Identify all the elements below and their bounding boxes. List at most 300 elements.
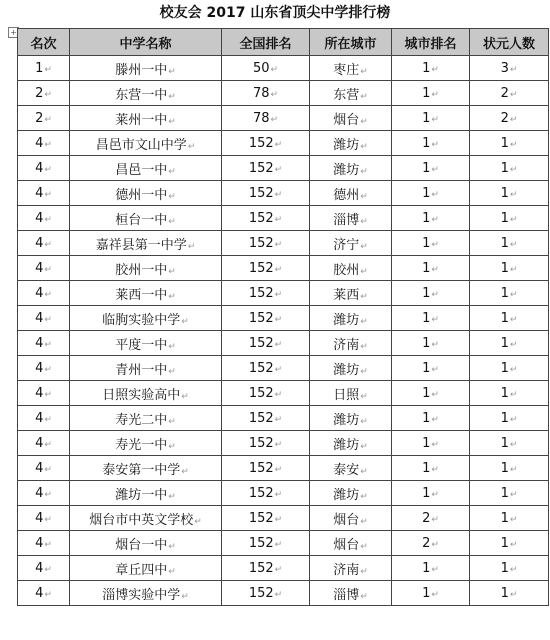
cell-text: 日照 [333, 387, 360, 403]
cell-text: 2 [35, 85, 44, 101]
paragraph-mark-icon: ↵ [360, 491, 368, 502]
table-row [18, 406, 549, 431]
paragraph-mark-icon: ↵ [168, 491, 176, 502]
paragraph-mark-icon: ↵ [270, 64, 279, 75]
paragraph-mark-icon: ↵ [360, 566, 368, 577]
cell-school-name [70, 56, 222, 81]
paragraph-mark-icon: ↵ [360, 166, 368, 177]
cell-city [310, 331, 392, 356]
cell-text: 济南 [333, 337, 360, 353]
paragraph-mark-icon: ↵ [360, 266, 368, 277]
paragraph-mark-icon: ↵ [168, 366, 176, 377]
paragraph-mark-icon: ↵ [509, 564, 518, 575]
paragraph-mark-icon: ↵ [44, 489, 52, 500]
paragraph-mark-icon: ↵ [431, 289, 439, 300]
cell-text: 152 [248, 310, 274, 326]
cell-rank [18, 556, 70, 581]
paragraph-mark-icon: ↵ [274, 314, 283, 325]
paragraph-mark-icon: ↵ [509, 339, 518, 350]
paragraph-mark-icon: ↵ [274, 464, 283, 475]
paragraph-mark-icon: ↵ [360, 66, 368, 77]
cell-city [310, 581, 392, 606]
col-header-top-scorers: 状元人数 [470, 29, 549, 56]
cell-text: 3 [500, 60, 509, 76]
cell-text: 1 [35, 60, 44, 76]
cell-text: 1 [500, 285, 509, 301]
cell-text: 152 [248, 510, 274, 526]
cell-text: 152 [248, 410, 274, 426]
cell-text: 1 [500, 360, 509, 376]
paragraph-mark-icon: ↵ [274, 289, 283, 300]
cell-text: 4 [35, 160, 44, 176]
paragraph-mark-icon: ↵ [168, 216, 176, 227]
paragraph-mark-icon: ↵ [274, 239, 283, 250]
cell-text: 泰安第一中学 [102, 462, 181, 478]
cell-city-rank [392, 131, 470, 156]
cell-national-rank [222, 106, 310, 131]
cell-text: 淄博实验中学 [102, 587, 181, 603]
cell-text: 昌邑市文山中学 [95, 137, 187, 153]
page-title: 校友会 2017 山东省顶尖中学排行榜 [159, 5, 391, 21]
cell-text: 152 [248, 435, 274, 451]
cell-rank [18, 531, 70, 556]
paragraph-mark-icon: ↵ [168, 91, 176, 102]
cell-city-rank [392, 531, 470, 556]
paragraph-mark-icon: ↵ [360, 366, 368, 377]
paragraph-mark-icon: ↵ [44, 164, 52, 175]
cell-text: 青州一中 [115, 362, 168, 378]
cell-city [310, 156, 392, 181]
paragraph-mark-icon: ↵ [509, 214, 518, 225]
cell-text: 莱西一中 [115, 287, 168, 303]
cell-school-name [70, 381, 222, 406]
cell-national-rank [222, 306, 310, 331]
cell-text: 4 [35, 285, 44, 301]
cell-text: 4 [35, 510, 44, 526]
cell-text: 1 [500, 535, 509, 551]
paragraph-mark-icon: ↵ [44, 139, 52, 150]
cell-text: 1 [500, 135, 509, 151]
paragraph-mark-icon: ↵ [168, 566, 176, 577]
paragraph-mark-icon: ↵ [187, 141, 196, 152]
paragraph-mark-icon: ↵ [360, 291, 368, 302]
cell-text: 潍坊 [333, 362, 360, 378]
cell-rank [18, 181, 70, 206]
paragraph-mark-icon: ↵ [360, 316, 368, 327]
cell-text: 东营一中 [115, 87, 168, 103]
cell-text: 济宁 [333, 237, 360, 253]
cell-text: 桓台一中 [115, 212, 168, 228]
cell-city [310, 556, 392, 581]
cell-city-rank [392, 256, 470, 281]
cell-text: 2 [500, 85, 509, 101]
paragraph-mark-icon: ↵ [44, 514, 52, 525]
cell-city-rank [392, 181, 470, 206]
cell-city-rank [392, 481, 470, 506]
paragraph-mark-icon: ↵ [431, 114, 439, 125]
paragraph-mark-icon: ↵ [360, 141, 368, 152]
cell-city [310, 531, 392, 556]
table-row [18, 356, 549, 381]
paragraph-mark-icon: ↵ [509, 189, 518, 200]
paragraph-mark-icon: ↵ [168, 341, 176, 352]
cell-text: 胶州 [333, 262, 360, 278]
cell-text: 1 [422, 160, 431, 176]
paragraph-mark-icon: ↵ [168, 166, 176, 177]
cell-top-scorers [470, 306, 549, 331]
table-row [18, 106, 549, 131]
cell-top-scorers [470, 156, 549, 181]
cell-text: 德州 [333, 187, 360, 203]
cell-top-scorers [470, 56, 549, 81]
cell-national-rank [222, 131, 310, 156]
paragraph-mark-icon: ↵ [274, 439, 283, 450]
table-row [18, 431, 549, 456]
cell-city [310, 106, 392, 131]
paragraph-mark-icon: ↵ [44, 389, 52, 400]
cell-rank [18, 281, 70, 306]
cell-school-name [70, 181, 222, 206]
cell-text: 4 [35, 210, 44, 226]
cell-city-rank [392, 331, 470, 356]
cell-text: 1 [422, 60, 431, 76]
cell-text: 78 [252, 110, 270, 126]
cell-top-scorers [470, 531, 549, 556]
cell-national-rank [222, 331, 310, 356]
cell-city-rank [392, 156, 470, 181]
cell-text: 1 [422, 435, 431, 451]
cell-city [310, 256, 392, 281]
cell-top-scorers [470, 581, 549, 606]
cell-city-rank [392, 406, 470, 431]
cell-text: 152 [248, 460, 274, 476]
cell-text: 1 [422, 235, 431, 251]
cell-text: 德州一中 [115, 187, 168, 203]
paragraph-mark-icon: ↵ [168, 441, 176, 452]
cell-text: 胶州一中 [115, 262, 168, 278]
cell-text: 潍坊 [333, 412, 360, 428]
paragraph-mark-icon: ↵ [181, 316, 189, 327]
cell-school-name [70, 331, 222, 356]
paragraph-mark-icon: ↵ [194, 516, 202, 527]
cell-text: 1 [500, 160, 509, 176]
paragraph-mark-icon: ↵ [44, 464, 52, 475]
cell-city [310, 81, 392, 106]
cell-city [310, 181, 392, 206]
cell-text: 1 [500, 560, 509, 576]
table-row [18, 381, 549, 406]
paragraph-mark-icon: ↵ [431, 414, 439, 425]
paragraph-mark-icon: ↵ [431, 339, 439, 350]
paragraph-mark-icon: ↵ [360, 516, 368, 527]
paragraph-mark-icon: ↵ [509, 364, 518, 375]
table-row [18, 556, 549, 581]
cell-text: 4 [35, 310, 44, 326]
cell-rank [18, 256, 70, 281]
cell-city [310, 506, 392, 531]
cell-city [310, 206, 392, 231]
paragraph-mark-icon: ↵ [509, 389, 518, 400]
paragraph-mark-icon: ↵ [274, 164, 283, 175]
cell-school-name [70, 281, 222, 306]
paragraph-mark-icon: ↵ [44, 339, 52, 350]
paragraph-mark-icon: ↵ [181, 391, 189, 402]
paragraph-mark-icon: ↵ [44, 589, 52, 600]
paragraph-mark-icon: ↵ [509, 164, 518, 175]
cell-text: 4 [35, 385, 44, 401]
cell-text: 4 [35, 410, 44, 426]
paragraph-mark-icon: ↵ [431, 89, 439, 100]
paragraph-mark-icon: ↵ [509, 314, 518, 325]
cell-text: 1 [500, 460, 509, 476]
cell-school-name [70, 206, 222, 231]
paragraph-mark-icon: ↵ [509, 489, 518, 500]
paragraph-mark-icon: ↵ [44, 114, 52, 125]
cell-text: 1 [422, 585, 431, 601]
cell-text: 泰安 [333, 462, 360, 478]
cell-national-rank [222, 481, 310, 506]
cell-top-scorers [470, 256, 549, 281]
table-row [18, 306, 549, 331]
cell-rank [18, 331, 70, 356]
cell-city-rank [392, 106, 470, 131]
cell-rank [18, 406, 70, 431]
cell-top-scorers [470, 181, 549, 206]
cell-text: 昌邑一中 [115, 162, 168, 178]
cell-top-scorers [470, 106, 549, 131]
paragraph-mark-icon: ↵ [274, 214, 283, 225]
cell-school-name [70, 531, 222, 556]
paragraph-mark-icon: ↵ [431, 514, 439, 525]
paragraph-mark-icon: ↵ [44, 564, 52, 575]
paragraph-mark-icon: ↵ [431, 139, 439, 150]
cell-rank [18, 106, 70, 131]
paragraph-mark-icon: ↵ [431, 539, 439, 550]
table-row [18, 481, 549, 506]
paragraph-mark-icon: ↵ [44, 239, 52, 250]
paragraph-mark-icon: ↵ [187, 241, 196, 252]
paragraph-mark-icon: ↵ [431, 389, 439, 400]
cell-text: 1 [422, 135, 431, 151]
cell-text: 1 [422, 85, 431, 101]
paragraph-mark-icon: ↵ [509, 439, 518, 450]
paragraph-mark-icon: ↵ [509, 89, 518, 100]
cell-rank [18, 356, 70, 381]
cell-top-scorers [470, 81, 549, 106]
cell-rank [18, 131, 70, 156]
paragraph-mark-icon: ↵ [44, 89, 52, 100]
cell-text: 4 [35, 360, 44, 376]
cell-top-scorers [470, 556, 549, 581]
paragraph-mark-icon: ↵ [431, 239, 439, 250]
cell-text: 1 [422, 410, 431, 426]
table-row [18, 531, 549, 556]
cell-national-rank [222, 431, 310, 456]
paragraph-mark-icon: ↵ [431, 314, 439, 325]
paragraph-mark-icon: ↵ [181, 591, 189, 602]
paragraph-mark-icon: ↵ [509, 114, 518, 125]
table-row [18, 456, 549, 481]
paragraph-mark-icon: ↵ [431, 464, 439, 475]
cell-rank [18, 456, 70, 481]
cell-text: 1 [422, 360, 431, 376]
cell-city [310, 381, 392, 406]
cell-text: 4 [35, 185, 44, 201]
cell-rank [18, 206, 70, 231]
cell-text: 4 [35, 435, 44, 451]
cell-text: 2 [422, 510, 431, 526]
paragraph-mark-icon: ↵ [168, 416, 176, 427]
cell-text: 152 [248, 285, 274, 301]
col-header-city-rank: 城市排名 [392, 29, 470, 56]
table-row [18, 581, 549, 606]
cell-text: 2 [500, 110, 509, 126]
cell-national-rank [222, 156, 310, 181]
cell-city-rank [392, 506, 470, 531]
paragraph-mark-icon: ↵ [168, 66, 176, 77]
cell-city-rank [392, 206, 470, 231]
paragraph-mark-icon: ↵ [509, 264, 518, 275]
cell-text: 4 [35, 335, 44, 351]
cell-text: 烟台市中英文学校 [89, 512, 194, 528]
cell-text: 4 [35, 485, 44, 501]
cell-national-rank [222, 506, 310, 531]
paragraph-mark-icon: ↵ [44, 314, 52, 325]
cell-text: 淄博 [333, 212, 360, 228]
cell-school-name [70, 506, 222, 531]
cell-text: 1 [500, 510, 509, 526]
cell-national-rank [222, 531, 310, 556]
paragraph-mark-icon: ↵ [44, 64, 52, 75]
cell-text: 潍坊 [333, 487, 360, 503]
paragraph-mark-icon: ↵ [360, 391, 368, 402]
paragraph-mark-icon: ↵ [431, 589, 439, 600]
cell-city [310, 56, 392, 81]
cell-top-scorers [470, 406, 549, 431]
cell-text: 莱州一中 [115, 112, 168, 128]
cell-national-rank [222, 181, 310, 206]
cell-top-scorers [470, 356, 549, 381]
cell-text: 1 [422, 385, 431, 401]
paragraph-mark-icon: ↵ [360, 116, 368, 127]
cell-text: 1 [500, 185, 509, 201]
cell-text: 潍坊 [333, 437, 360, 453]
cell-city-rank [392, 231, 470, 256]
paragraph-mark-icon: ↵ [168, 116, 176, 127]
cell-national-rank [222, 406, 310, 431]
cell-text: 1 [422, 310, 431, 326]
cell-national-rank [222, 381, 310, 406]
table-row [18, 256, 549, 281]
col-header-school: 中学名称 [70, 29, 222, 56]
cell-text: 烟台 [333, 512, 360, 528]
cell-rank [18, 381, 70, 406]
paragraph-mark-icon: ↵ [431, 439, 439, 450]
paragraph-mark-icon: ↵ [360, 91, 368, 102]
cell-text: 滕州一中 [115, 62, 168, 78]
paragraph-mark-icon: ↵ [274, 539, 283, 550]
paragraph-mark-icon: ↵ [509, 539, 518, 550]
cell-text: 淄博 [333, 587, 360, 603]
cell-text: 1 [422, 485, 431, 501]
cell-text: 寿光一中 [115, 437, 168, 453]
cell-text: 莱西 [333, 287, 360, 303]
paragraph-mark-icon: ↵ [44, 414, 52, 425]
cell-national-rank [222, 581, 310, 606]
paragraph-mark-icon: ↵ [360, 416, 368, 427]
paragraph-mark-icon: ↵ [270, 114, 279, 125]
cell-text: 1 [422, 335, 431, 351]
cell-text: 4 [35, 460, 44, 476]
cell-text: 152 [248, 260, 274, 276]
paragraph-mark-icon: ↵ [274, 489, 283, 500]
cell-rank [18, 231, 70, 256]
cell-top-scorers [470, 231, 549, 256]
paragraph-mark-icon: ↵ [274, 589, 283, 600]
table-row [18, 506, 549, 531]
table-row [18, 131, 549, 156]
cell-text: 枣庄 [333, 62, 360, 78]
paragraph-mark-icon: ↵ [509, 414, 518, 425]
cell-rank [18, 506, 70, 531]
cell-rank [18, 306, 70, 331]
table-row [18, 56, 549, 81]
cell-text: 日照实验高中 [102, 387, 181, 403]
table-row [18, 281, 549, 306]
paragraph-mark-icon: ↵ [431, 64, 439, 75]
table-row [18, 181, 549, 206]
cell-national-rank [222, 556, 310, 581]
cell-text: 平度一中 [115, 337, 168, 353]
table-row [18, 81, 549, 106]
table-row [18, 156, 549, 181]
paragraph-mark-icon: ↵ [274, 564, 283, 575]
cell-city [310, 356, 392, 381]
paragraph-mark-icon: ↵ [431, 189, 439, 200]
paragraph-mark-icon: ↵ [274, 414, 283, 425]
cell-text: 4 [35, 560, 44, 576]
paragraph-mark-icon: ↵ [44, 364, 52, 375]
cell-text: 1 [500, 210, 509, 226]
cell-text: 152 [248, 185, 274, 201]
paragraph-mark-icon: ↵ [168, 541, 176, 552]
cell-city [310, 281, 392, 306]
cell-text: 寿光二中 [115, 412, 168, 428]
cell-school-name [70, 456, 222, 481]
cell-text: 152 [248, 335, 274, 351]
paragraph-mark-icon: ↵ [274, 339, 283, 350]
paragraph-mark-icon: ↵ [360, 241, 368, 252]
cell-text: 潍坊 [333, 312, 360, 328]
cell-city-rank [392, 281, 470, 306]
paragraph-mark-icon: ↵ [274, 514, 283, 525]
cell-text: 4 [35, 135, 44, 151]
cell-national-rank [222, 56, 310, 81]
cell-text: 152 [248, 235, 274, 251]
paragraph-mark-icon: ↵ [509, 139, 518, 150]
cell-text: 152 [248, 535, 274, 551]
cell-top-scorers [470, 131, 549, 156]
cell-school-name [70, 581, 222, 606]
paragraph-mark-icon: ↵ [360, 216, 368, 227]
paragraph-mark-icon: ↵ [509, 289, 518, 300]
table-row [18, 206, 549, 231]
cell-school-name [70, 231, 222, 256]
cell-national-rank [222, 206, 310, 231]
cell-text: 潍坊一中 [115, 487, 168, 503]
paragraph-mark-icon: ↵ [431, 489, 439, 500]
cell-text: 152 [248, 585, 274, 601]
